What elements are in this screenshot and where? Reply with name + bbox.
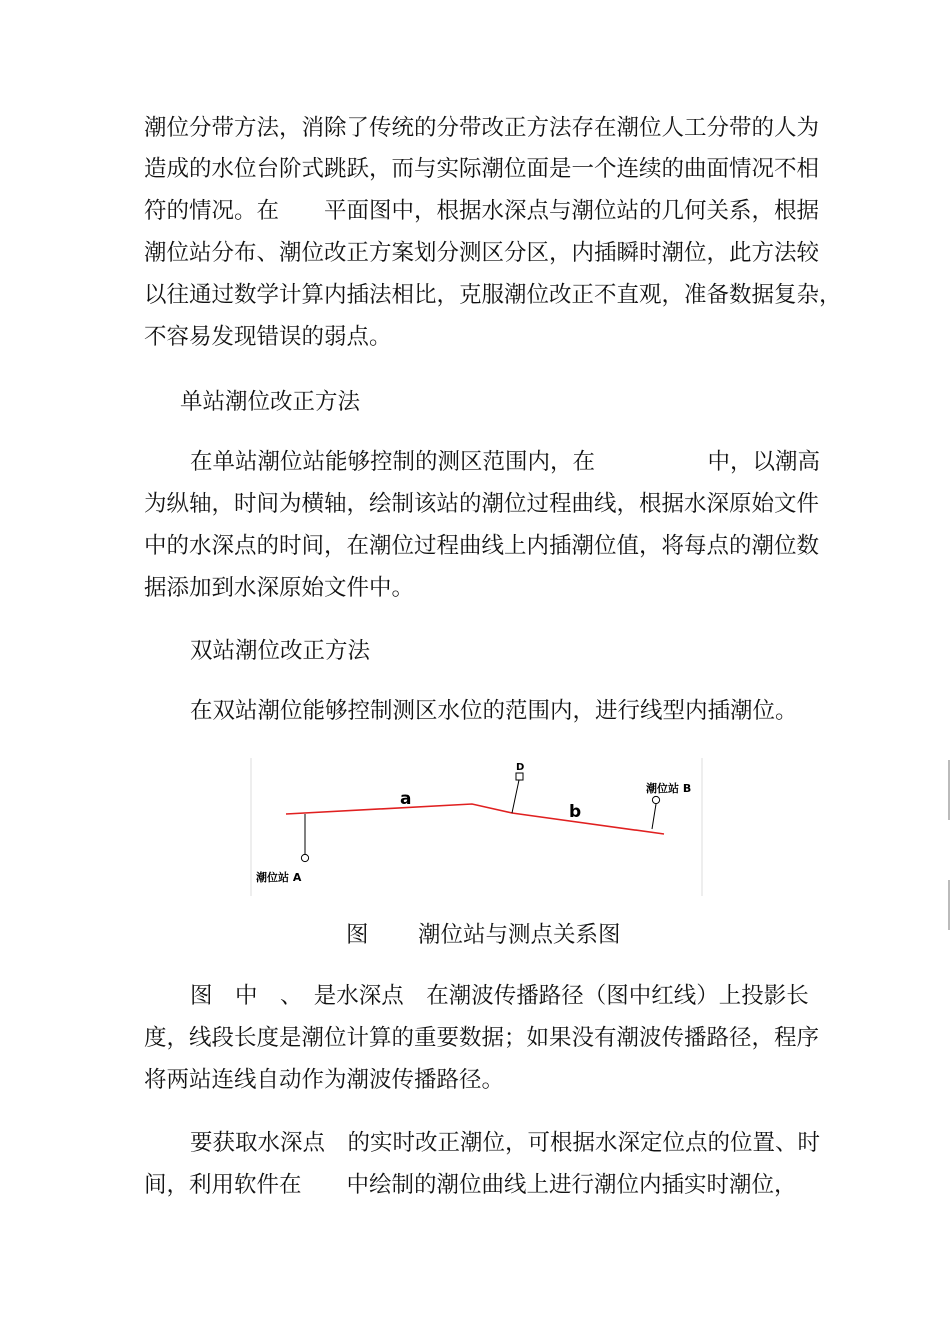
section-heading-single-station: 单站潮位改正方法 — [180, 389, 361, 415]
text-line: 在双站潮位能够控制测区水位的范围内，进行线型内插潮位。 — [190, 698, 798, 724]
section-heading-dual-station: 双站潮位改正方法 — [190, 638, 371, 664]
text-line: 潮位分带方法，消除了传统的分带改正方法存在潮位人工分带的人为 — [144, 115, 820, 141]
diagram-svg — [250, 758, 704, 896]
tide-propagation-path — [286, 804, 664, 834]
text-line: 在单站潮位站能够控制的测区范围内，在 中，以潮高 — [190, 449, 821, 475]
figure-caption-prefix: 图 — [346, 922, 369, 948]
label-d: D — [516, 762, 525, 773]
figure-caption-title: 潮位站与测点关系图 — [418, 922, 621, 948]
point-d-stem — [512, 780, 519, 813]
station-a-marker — [301, 854, 308, 861]
station-b-stem — [652, 804, 656, 829]
text-line: 据添加到水深原始文件中。 — [144, 575, 415, 601]
text-line: 不容易发现错误的弱点。 — [144, 324, 392, 350]
text-line: 要获取水深点 的实时改正潮位，可根据水深定位点的位置、时 — [190, 1130, 821, 1156]
text-line: 间，利用软件在 中绘制的潮位曲线上进行潮位内插实时潮位， — [144, 1172, 797, 1198]
text-line: 度，线段长度是潮位计算的重要数据；如果没有潮波传播路径，程序 — [144, 1025, 820, 1051]
station-b-marker — [652, 796, 659, 803]
text-line: 造成的水位台阶式跳跃，而与实际潮位面是一个连续的曲面情况不相 — [144, 156, 820, 182]
label-a: a — [400, 789, 412, 809]
label-station-a: 潮位站 A — [256, 871, 302, 884]
label-station-b: 潮位站 B — [646, 782, 692, 795]
text-line: 为纵轴，时间为横轴，绘制该站的潮位过程曲线，根据水深原始文件 — [144, 491, 820, 517]
text-line: 将两站连线自动作为潮波传播路径。 — [144, 1067, 505, 1093]
text-line: 以往通过数学计算内插法相比，克服潮位改正不直观，准备数据复杂， — [144, 282, 842, 308]
text-line: 图 中 、 是水深点 在潮波传播路径（图中红线）上投影长 — [190, 983, 809, 1009]
text-line: 中的水深点的时间，在潮位过程曲线上内插潮位值，将每点的潮位数 — [144, 533, 820, 559]
tide-station-diagram — [250, 758, 704, 896]
text-line: 潮位站分布、潮位改正方案划分测区分区，内插瞬时潮位，此方法较 — [144, 240, 820, 266]
label-b: b — [569, 802, 582, 822]
text-line: 符的情况。在 平面图中，根据水深点与潮位站的几何关系，根据 — [144, 198, 820, 224]
point-d-marker — [516, 773, 523, 780]
